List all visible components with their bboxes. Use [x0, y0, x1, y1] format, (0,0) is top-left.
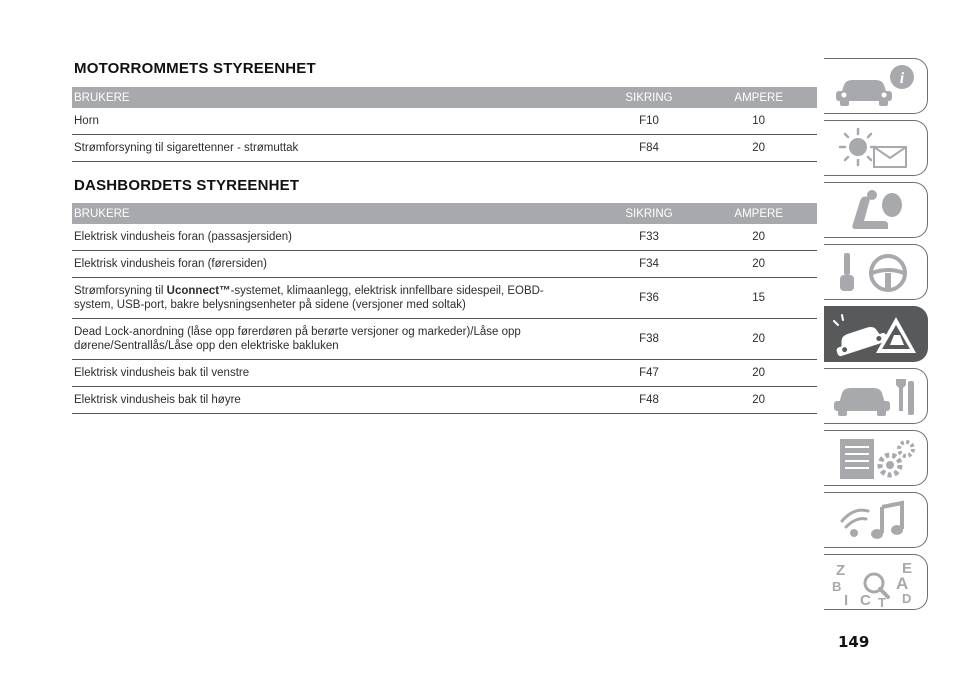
- index-letter: C: [860, 592, 871, 607]
- table-row: [72, 387, 817, 414]
- cell-user-suffix: -systemet, klimaanlegg, elektrisk innfellbare sidespeil, EOBD-system, USB-port, bakre belysningsenheter på sidene (versjoner med soltak): [74, 285, 544, 311]
- cell-amp: 20: [752, 231, 765, 243]
- svg-text:i: i: [899, 70, 905, 87]
- index-letter: I: [844, 592, 849, 607]
- table-header: [72, 203, 817, 224]
- technical-data-icon: [830, 435, 920, 483]
- cell-amp: 20: [752, 142, 765, 154]
- section-title-dashboard: DASHBORDETS STYREENHET: [74, 177, 300, 194]
- key-steering-wheel-icon: [830, 249, 920, 297]
- cell-fuse: F10: [639, 115, 659, 127]
- index-letter: B: [832, 579, 842, 594]
- section-title-engine-compartment: MOTORROMMETS STYREENHET: [74, 60, 316, 77]
- table-row: [72, 360, 817, 387]
- tab-multimedia[interactable]: [824, 492, 928, 548]
- car-info-icon: [830, 63, 920, 111]
- cell-user: Elektrisk vindusheis foran (førersiden): [74, 258, 268, 270]
- header-ampere: AMPERE: [734, 207, 783, 220]
- page-number: 149: [838, 633, 870, 651]
- cell-fuse: F47: [639, 367, 659, 379]
- index-icon: [830, 559, 920, 607]
- seat-airbag-icon: [830, 187, 920, 235]
- tab-emergency[interactable]: [824, 306, 928, 362]
- index-letter: T: [878, 595, 886, 607]
- dashboard-fuse-table: [72, 203, 817, 414]
- cell-amp: 10: [752, 115, 765, 127]
- table-row: [72, 251, 817, 278]
- tab-seat-airbag[interactable]: [824, 182, 928, 238]
- index-letter: A: [896, 574, 909, 593]
- cell-user-prefix: Strømforsyning til: [74, 285, 167, 297]
- cell-user: Strømforsyning til sigarettenner - strømuttak: [74, 142, 299, 154]
- cell-fuse: F34: [639, 258, 659, 270]
- tab-index[interactable]: [824, 554, 928, 610]
- tab-maintenance[interactable]: [824, 368, 928, 424]
- table-row: [72, 224, 817, 251]
- warning-lights-messages-icon: [830, 125, 920, 173]
- cell-amp: 20: [752, 394, 765, 406]
- index-letter: E: [902, 560, 913, 577]
- header-users: BRUKERE: [74, 91, 130, 104]
- index-letter: D: [902, 591, 912, 606]
- cell-amp: 15: [752, 292, 765, 304]
- car-emergency-icon: [830, 311, 920, 359]
- cell-amp: 20: [752, 258, 765, 270]
- cell-user: Elektrisk vindusheis bak til høyre: [74, 394, 241, 406]
- tab-technical-data[interactable]: [824, 430, 928, 486]
- header-fuse: SIKRING: [625, 207, 673, 220]
- header-users: BRUKERE: [74, 207, 130, 220]
- cell-amp: 20: [752, 367, 765, 379]
- multimedia-icon: [830, 497, 920, 545]
- cell-fuse: F38: [639, 333, 659, 345]
- tab-car-info[interactable]: [824, 58, 928, 114]
- cell-user: Elektrisk vindusheis foran (passasjersiden): [74, 231, 292, 243]
- table-row: [72, 108, 817, 135]
- cell-user: Dead Lock-anordning (låse opp førerdøren på berørte versjoner og markeder)/Låse opp dørene/Sentrallås/Låse opp den elektriske bakluken: [74, 326, 521, 352]
- engine-fuse-table: [72, 87, 817, 162]
- header-fuse: SIKRING: [625, 91, 673, 104]
- table-row: [72, 135, 817, 162]
- cell-amp: 20: [752, 333, 765, 345]
- table-header: [72, 87, 817, 108]
- cell-user: Elektrisk vindusheis bak til venstre: [74, 367, 250, 379]
- cell-user: Horn: [74, 115, 99, 127]
- cell-fuse: F33: [639, 231, 659, 243]
- tab-key-steering[interactable]: [824, 244, 928, 300]
- index-letter: Z: [836, 562, 846, 579]
- tab-warning-lights[interactable]: [824, 120, 928, 176]
- cell-fuse: F84: [639, 142, 659, 154]
- table-row: [72, 319, 817, 360]
- header-ampere: AMPERE: [734, 91, 783, 104]
- uconnect-brand: Uconnect™: [166, 285, 231, 297]
- table-row: [72, 278, 817, 319]
- cell-user: [72, 284, 564, 312]
- car-maintenance-icon: [830, 373, 920, 421]
- cell-fuse: F36: [639, 292, 659, 304]
- cell-fuse: F48: [639, 394, 659, 406]
